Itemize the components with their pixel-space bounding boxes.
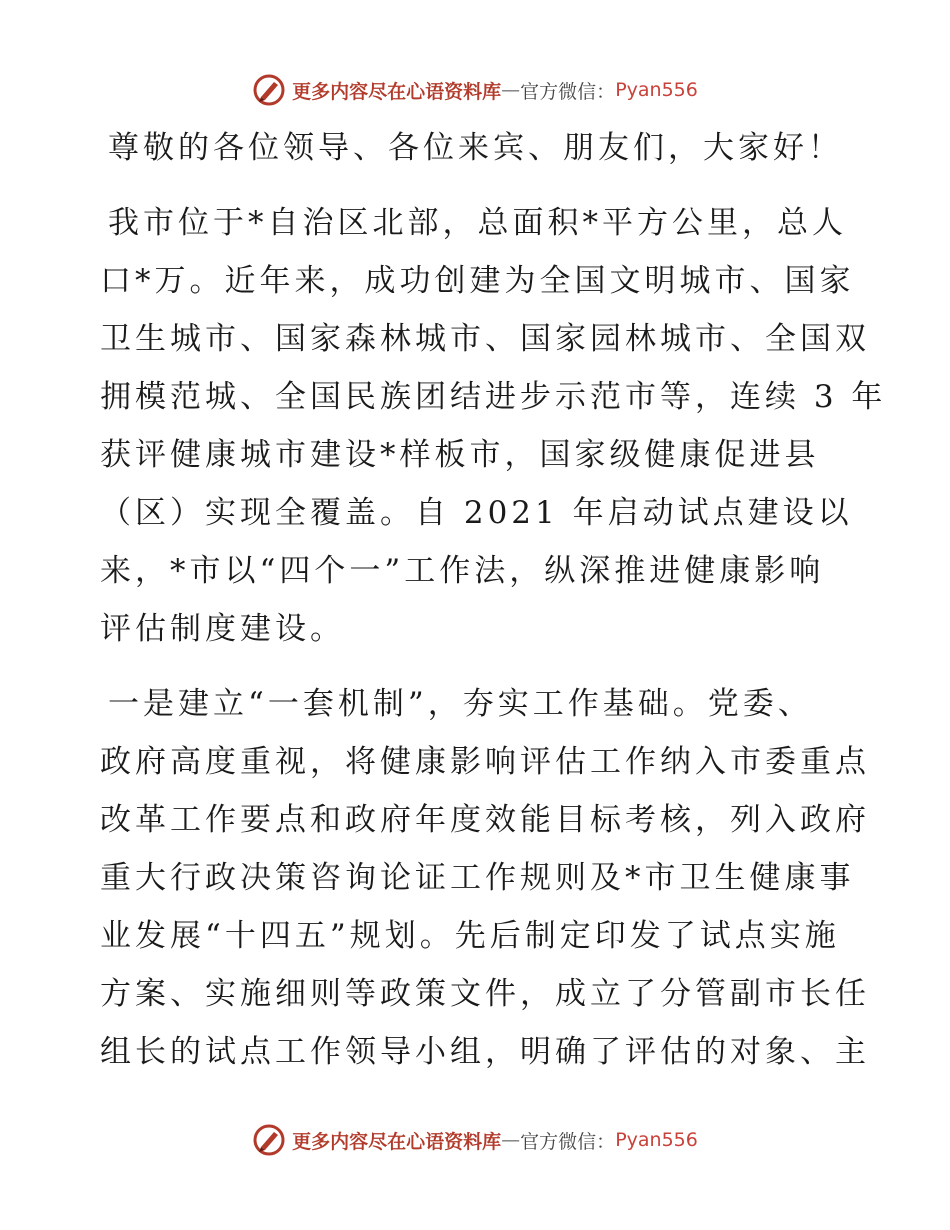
p2-line-5: 业发展“十四五”规划。先后制定印发了试点实施 (100, 918, 840, 954)
banner-separator: — (501, 79, 521, 101)
p1-line-1: 我市位于*自治区北部，总面积*平方公里，总人 (108, 205, 847, 241)
banner-label: 官方微信： (520, 80, 616, 103)
p1-line-6: （区）实现全覆盖。自 2021 年启动试点建设以 (100, 495, 853, 531)
p1-line-3: 卫生城市、国家森林城市、国家园林城市、全国双 (100, 321, 870, 357)
p1-line-5: 获评健康城市建设*样板市，国家级健康促进县 (100, 437, 820, 473)
header-watermark-banner (0, 70, 950, 110)
footer-watermark-banner (0, 1120, 950, 1160)
greeting-line: 尊敬的各位领导、各位来宾、朋友们，大家好！ (108, 130, 843, 166)
banner-main-text: 更多内容尽在心语资料库 (292, 1130, 502, 1153)
p2-line-3: 改革工作要点和政府年度效能目标考核，列入政府 (100, 802, 870, 838)
p1-line-4: 拥模范城、全国民族团结进步示范市等，连续 3 年 (100, 379, 887, 415)
pen-logo-icon (252, 73, 286, 107)
p2-line-6: 方案、实施细则等政策文件，成立了分管副市长任 (100, 976, 870, 1012)
p2-line-7: 组长的试点工作领导小组，明确了评估的对象、主 (100, 1034, 870, 1070)
banner-wechat-id: Pyan556 (615, 1129, 698, 1151)
p1-line-8: 评估制度建设。 (100, 611, 345, 647)
p2-line-2: 政府高度重视，将健康影响评估工作纳入市委重点 (100, 744, 870, 780)
p2-line-4: 重大行政决策咨询论证工作规则及*市卫生健康事 (100, 860, 855, 896)
banner-label: 官方微信： (520, 1130, 616, 1153)
p1-line-7: 来，*市以“四个一”工作法，纵深推进健康影响 (100, 553, 825, 589)
banner-main-text: 更多内容尽在心语资料库 (292, 80, 502, 103)
p2-line-1: 一是建立“一套机制”，夯实工作基础。党委、 (108, 686, 813, 722)
pen-logo-icon (252, 1123, 286, 1157)
banner-wechat-id: Pyan556 (615, 79, 698, 101)
banner-separator: — (501, 1129, 521, 1151)
p1-line-2: 口*万。近年来，成功创建为全国文明城市、国家 (100, 263, 855, 299)
